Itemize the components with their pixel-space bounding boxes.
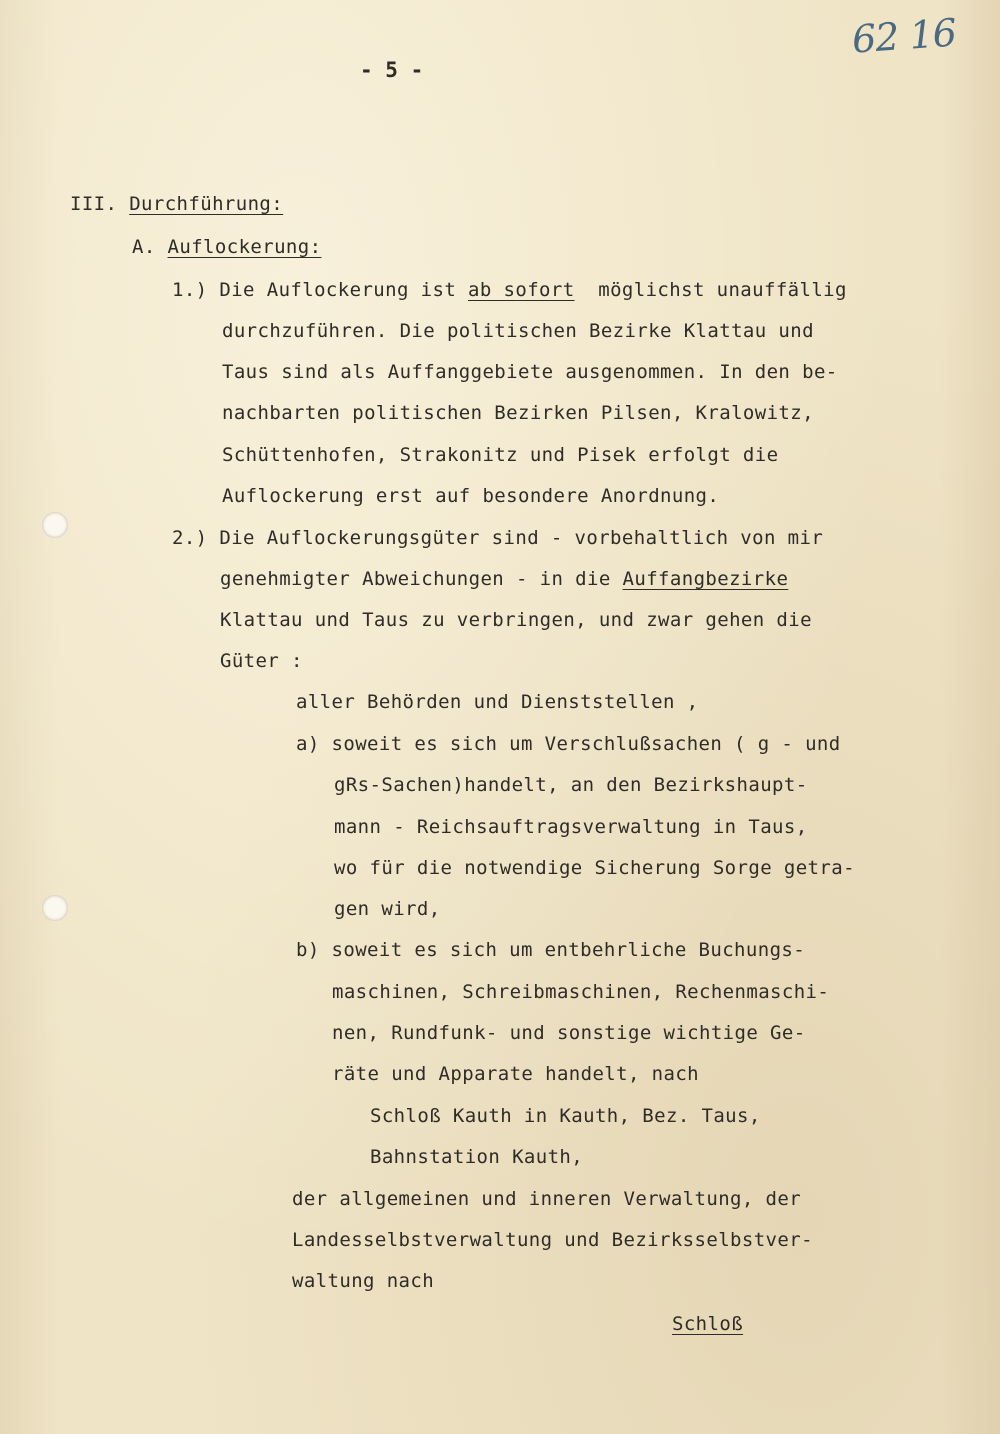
archive-mark: 62 16 — [850, 10, 958, 62]
item1-line2: durchzuführen. Die politischen Bezirke Klattau und — [222, 320, 814, 342]
emphasis-ab-sofort: ab sofort — [468, 279, 575, 301]
item2-number: 2.) — [172, 527, 208, 549]
catchword: Schloß — [672, 1313, 744, 1335]
subitem-a-line1 — [296, 732, 841, 756]
subitem-a-label: a) — [296, 733, 320, 755]
item1-line4: nachbarten politischen Bezirken Pilsen, Kralowitz, — [222, 402, 814, 424]
item2-continuation-line2: Landesselbstverwaltung und Bezirksselbstver- — [292, 1229, 813, 1251]
subitem-b-text: soweit es sich um entbehrliche Buchungs- — [331, 939, 806, 961]
item2-line5: aller Behörden und Dienststellen , — [296, 691, 699, 713]
item1-text: möglichst unauffällig — [574, 279, 847, 301]
subitem-b-line1 — [296, 938, 805, 962]
subitem-a-line5: gen wird, — [334, 898, 441, 920]
subitem-b-line6: Bahnstation Kauth, — [370, 1146, 584, 1168]
item1-line6: Auflockerung erst auf besondere Anordnung. — [222, 485, 720, 507]
subitem-a-line4: wo für die notwendige Sicherung Sorge getra- — [334, 857, 855, 879]
item2-line1 — [172, 526, 823, 550]
subsection-title: Auflockerung: — [167, 236, 322, 258]
item2-continuation-line1: der allgemeinen und inneren Verwaltung, der — [292, 1188, 802, 1210]
item2-text: genehmigter Abweichungen - in die — [220, 568, 623, 590]
subitem-b-line3: nen, Rundfunk- und sonstige wichtige Ge- — [332, 1022, 806, 1044]
item1-line5: Schüttenhofen, Strakonitz und Pisek erfolgt die — [222, 444, 779, 466]
section-numeral: III. — [70, 193, 118, 215]
punch-hole — [42, 512, 68, 538]
emphasis-auffangbezirke: Auffangbezirke — [622, 568, 789, 590]
subsection-heading — [132, 235, 321, 259]
item1-number: 1.) — [172, 279, 208, 301]
section-title: Durchführung: — [129, 193, 284, 215]
item2-line2 — [220, 567, 788, 591]
item1-text: Die Auflockerung ist — [219, 279, 468, 301]
item2-line4: Güter : — [220, 650, 303, 672]
item2-continuation-line3: waltung nach — [292, 1270, 435, 1292]
subitem-b-label: b) — [296, 939, 320, 961]
page-number: - 5 - — [360, 58, 424, 82]
item2-text: Die Auflockerungsgüter sind - vorbehaltlich von mir — [219, 527, 824, 549]
item1-line3: Taus sind als Auffanggebiete ausgenommen. In den be- — [222, 361, 838, 383]
item2-line3: Klattau und Taus zu verbringen, und zwar gehen die — [220, 609, 812, 631]
item1-line1 — [172, 278, 847, 302]
subitem-b-line2: maschinen, Schreibmaschinen, Rechenmaschi- — [332, 981, 830, 1003]
punch-hole — [42, 895, 68, 921]
subitem-a-line3: mann - Reichsauftragsverwaltung in Taus, — [334, 816, 808, 838]
subsection-letter: A. — [132, 236, 156, 258]
subitem-b-line5: Schloß Kauth in Kauth, Bez. Taus, — [370, 1105, 761, 1127]
subitem-a-line2: gRs-Sachen)handelt, an den Bezirkshaupt- — [334, 774, 808, 796]
subitem-a-text: soweit es sich um Verschlußsachen ( g - und — [331, 733, 841, 755]
subitem-b-line4: räte und Apparate handelt, nach — [332, 1063, 700, 1085]
section-heading — [70, 192, 283, 216]
